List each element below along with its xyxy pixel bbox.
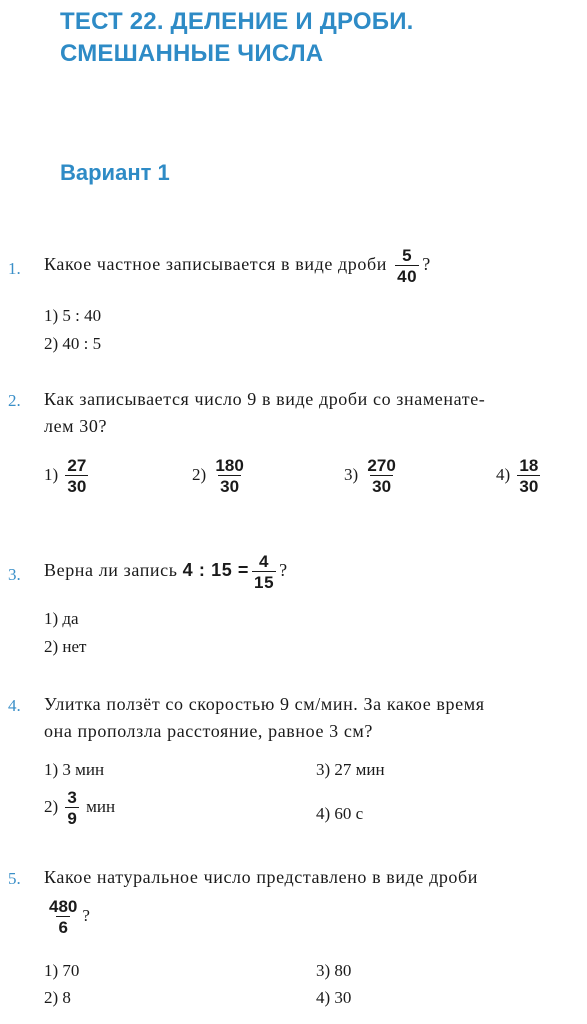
option-label: 1) bbox=[44, 464, 59, 484]
fraction-numerator: 18 bbox=[519, 456, 539, 475]
question-4-option-3[interactable]: 3) 27 мин bbox=[316, 760, 385, 779]
fraction-numerator: 480 bbox=[49, 897, 78, 916]
question-4-option-4[interactable]: 4) 60 с bbox=[316, 804, 364, 823]
fraction-denominator: 30 bbox=[519, 477, 539, 496]
fraction-denominator: 30 bbox=[67, 477, 87, 496]
question-4-number: 4. bbox=[8, 696, 21, 715]
test-title bbox=[60, 6, 580, 70]
fraction-numerator: 3 bbox=[67, 788, 77, 807]
question-1-fraction bbox=[395, 246, 419, 286]
question-4-line-2: она проползла расстояние, равное 3 см? bbox=[44, 721, 374, 741]
question-3-option-2[interactable]: 2) нет bbox=[44, 637, 87, 656]
question-4-option-1[interactable]: 1) 3 мин bbox=[44, 760, 105, 779]
variant-heading: Вариант 1 bbox=[60, 160, 170, 185]
question-1-number: 1. bbox=[8, 259, 21, 278]
fraction-denominator: 30 bbox=[372, 477, 392, 496]
question-2-option-3[interactable] bbox=[344, 456, 401, 496]
fraction-numerator: 27 bbox=[67, 456, 87, 475]
question-1-option-1[interactable]: 1) 5 : 40 bbox=[44, 306, 102, 325]
option-label: 2) bbox=[192, 464, 207, 484]
fraction-denominator: 9 bbox=[67, 809, 77, 828]
option-unit: мин bbox=[86, 796, 116, 816]
question-4-line-1: Улитка ползёт со скоростью 9 см/мин. За какое время bbox=[44, 694, 485, 714]
option-fraction bbox=[365, 456, 397, 496]
question-3-text bbox=[44, 552, 288, 592]
question-1-prompt: Какое частное записывается в виде дроби bbox=[44, 254, 387, 275]
question-mark: ? bbox=[422, 254, 431, 275]
question-mark: ? bbox=[82, 905, 90, 925]
question-mark: ? bbox=[279, 560, 288, 581]
question-2-option-2[interactable] bbox=[192, 456, 249, 496]
title-line-2: СМЕШАННЫЕ ЧИСЛА bbox=[60, 40, 324, 67]
fraction-denominator: 40 bbox=[397, 267, 418, 286]
question-3-prompt: Верна ли запись bbox=[44, 560, 178, 581]
option-fraction bbox=[65, 456, 88, 496]
question-5-number: 5. bbox=[8, 869, 21, 888]
question-1-text bbox=[44, 246, 431, 286]
question-5-option-1[interactable]: 1) 70 bbox=[44, 961, 80, 980]
fraction-numerator: 4 bbox=[259, 552, 270, 571]
option-label: 4) bbox=[496, 464, 511, 484]
option-label: 3) bbox=[344, 464, 359, 484]
fraction-denominator: 15 bbox=[254, 573, 275, 592]
question-5-fraction-line bbox=[44, 897, 90, 937]
title-line-1: ТЕСТ 22. ДЕЛЕНИЕ И ДРОБИ. bbox=[60, 8, 414, 35]
fraction-numerator: 270 bbox=[367, 456, 396, 475]
question-3-option-1[interactable]: 1) да bbox=[44, 609, 79, 628]
question-3-fraction bbox=[252, 552, 276, 592]
question-2-number: 2. bbox=[8, 391, 21, 410]
question-3-expression: 4 : 15 = bbox=[182, 560, 250, 581]
question-5-fraction bbox=[47, 897, 79, 937]
fraction-numerator: 180 bbox=[215, 456, 244, 475]
question-5-option-2[interactable]: 2) 8 bbox=[44, 988, 71, 1007]
question-2-option-4[interactable] bbox=[496, 456, 543, 496]
fraction-denominator: 30 bbox=[220, 477, 240, 496]
fraction-numerator: 5 bbox=[402, 246, 413, 265]
question-2-option-1[interactable] bbox=[44, 456, 91, 496]
option-label: 2) bbox=[44, 796, 59, 816]
question-3-number: 3. bbox=[8, 565, 21, 584]
fraction-denominator: 6 bbox=[58, 918, 68, 937]
question-2-line-1: Как записывается число 9 в виде дроби со знаменате- bbox=[44, 389, 486, 409]
question-5-line-1: Какое натуральное число представлено в виде дроби bbox=[44, 867, 479, 887]
option-fraction bbox=[65, 788, 78, 828]
question-1-option-2[interactable]: 2) 40 : 5 bbox=[44, 334, 102, 353]
option-fraction bbox=[213, 456, 245, 496]
question-4-option-2[interactable] bbox=[44, 788, 115, 828]
option-fraction bbox=[517, 456, 540, 496]
question-2-line-2: лем 30? bbox=[44, 416, 108, 436]
question-5-option-3[interactable]: 3) 80 bbox=[316, 961, 352, 980]
question-5-option-4[interactable]: 4) 30 bbox=[316, 988, 352, 1007]
